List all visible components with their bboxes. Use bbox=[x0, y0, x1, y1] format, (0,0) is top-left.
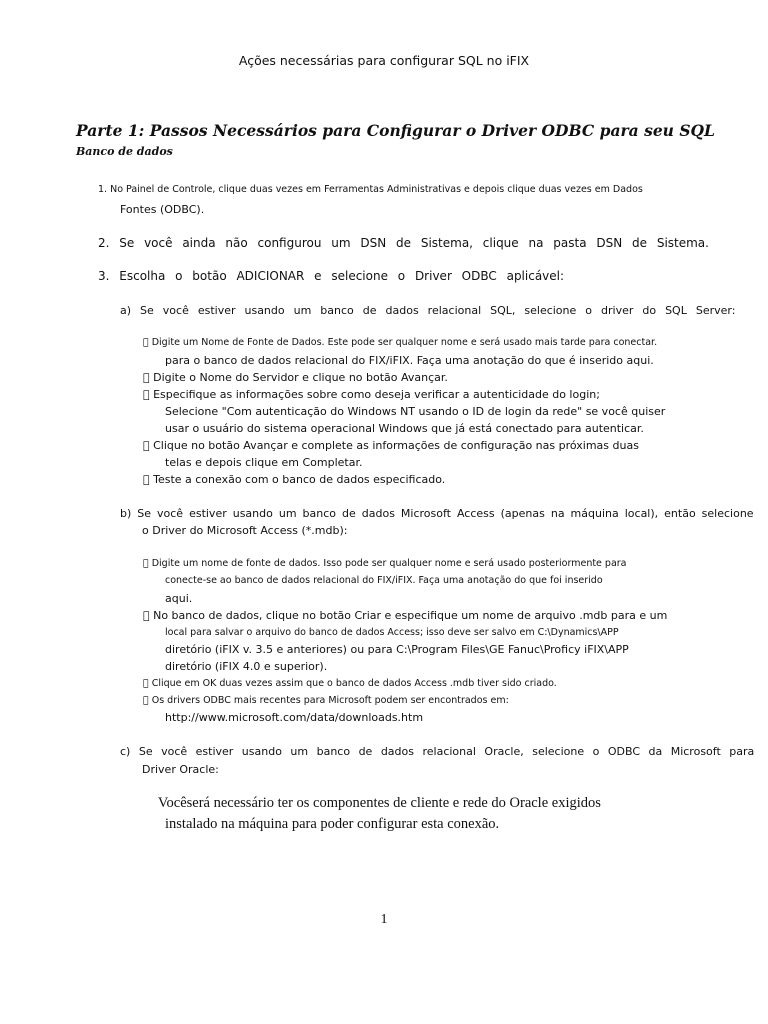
step-1-text: 1. No Painel de Controle, clique duas vezes em Ferramentas Administrativas e depois clique duas vezes em Dados bbox=[98, 184, 643, 195]
sub-a-bullet-3-line-1: Especifique as informações sobre como deseja verificar a autenticidade do login; bbox=[143, 388, 590, 401]
sub-b-bullet-3: Clique em OK duas vezes assim que o banco de dados Access .mdb tiver sido criado. bbox=[143, 678, 549, 689]
sub-b-heading-line-2: o Driver do Microsoft Access (*.mdb): bbox=[142, 524, 348, 537]
sub-a-bullet-4-line-2: telas e depois clique em Completar. bbox=[165, 456, 363, 469]
sub-a-bullet-3-line-3: usar o usuário do sistema operacional Windows que já está conectado para autenticar. bbox=[165, 422, 644, 435]
sub-a-bullet-1-line-1: Digite um Nome de Fonte de Dados. Este pode ser qualquer nome e será usado mais tarde para conectar. bbox=[143, 337, 649, 348]
sub-a-heading: a) Se você estiver usando um banco de dados relacional SQL, selecione o driver do SQL Server: bbox=[120, 304, 736, 317]
sub-c-heading-line-2: Driver Oracle: bbox=[142, 763, 219, 776]
sub-b-bullet-4: Os drivers ODBC mais recentes para Microsoft podem ser encontrados em: bbox=[143, 695, 501, 706]
sub-a-bullet-3-line-2: Selecione "Com autenticação do Windows NT usando o ID de login da rede" se você quiser bbox=[165, 405, 666, 418]
sub-b-bullet-1-line-2: conecte-se ao banco de dados relacional do FIX/iFIX. Faça uma anotação do que foi inserido bbox=[165, 575, 603, 586]
step-2: 2. Se você ainda não configurou um DSN de Sistema, clique na pasta DSN de Sistema. bbox=[98, 236, 709, 250]
microsoft-downloads-link: http://www.microsoft.com/data/downloads.htm bbox=[165, 711, 424, 724]
sub-a-bullet-5: Teste a conexão com o banco de dados especificado. bbox=[143, 473, 436, 486]
step-3: 3. Escolha o botão ADICIONAR e selecione o Driver ODBC aplicável: bbox=[98, 269, 565, 283]
sub-a-bullet-1-line-2: para o banco de dados relacional do FIX/iFIX. Faça uma anotação do que é inserido aqui. bbox=[165, 354, 654, 367]
page-number: 1 bbox=[380, 912, 388, 927]
sub-c-bullet-1-line-2: instalado na máquina para poder configurar esta conexão. bbox=[165, 816, 500, 832]
sub-c-heading-line-1: c) Se você estiver usando um banco de dados relacional Oracle, selecione o ODBC da Microsoft para bbox=[120, 745, 755, 758]
sub-b-bullet-2-line-3: diretório (iFIX v. 3.5 e anteriores) ou para C:\Program Files\GE Fanuc\Proficy iFIX\APP bbox=[165, 643, 629, 656]
part1-heading: Parte 1: Passos Necessários para Configurar o Driver ODBC para seu SQL bbox=[76, 121, 715, 140]
sub-c-bullet-1-line-1: Vocêserá necessário ter os componentes de cliente e rede do Oracle exigidos bbox=[143, 795, 587, 811]
step-1-line-1 bbox=[98, 184, 720, 195]
part1-subheading: Banco de dados bbox=[76, 145, 173, 158]
step-1-line-2: Fontes (ODBC). bbox=[120, 203, 205, 216]
sub-b-heading-line-1: b) Se você estiver usando um banco de dados Microsoft Access (apenas na máquina local), então selecione bbox=[120, 507, 754, 520]
sub-b-bullet-2-line-4: diretório (iFIX 4.0 e superior). bbox=[165, 660, 328, 673]
document-title: Ações necessárias para configurar SQL no iFIX bbox=[238, 53, 530, 68]
sub-b-bullet-1-line-1: Digite um nome de fonte de dados. Isso pode ser qualquer nome e será usado posteriormente para bbox=[143, 558, 618, 569]
sub-b-bullet-2-line-1: No banco de dados, clique no botão Criar e especifique um nome de arquivo .mdb para e um bbox=[143, 609, 658, 622]
sub-a-bullet-4-line-1: Clique no botão Avançar e complete as informações de configuração nas próximas duas bbox=[143, 439, 629, 452]
sub-b-bullet-2-line-2: local para salvar o arquivo do banco de dados Access; isso deve ser salvo em C:\Dynamics\APP bbox=[165, 627, 619, 638]
sub-a-bullet-2: Digite o Nome do Servidor e clique no botão Avançar. bbox=[143, 371, 438, 384]
sub-b-bullet-1-line-3: aqui. bbox=[165, 592, 193, 605]
